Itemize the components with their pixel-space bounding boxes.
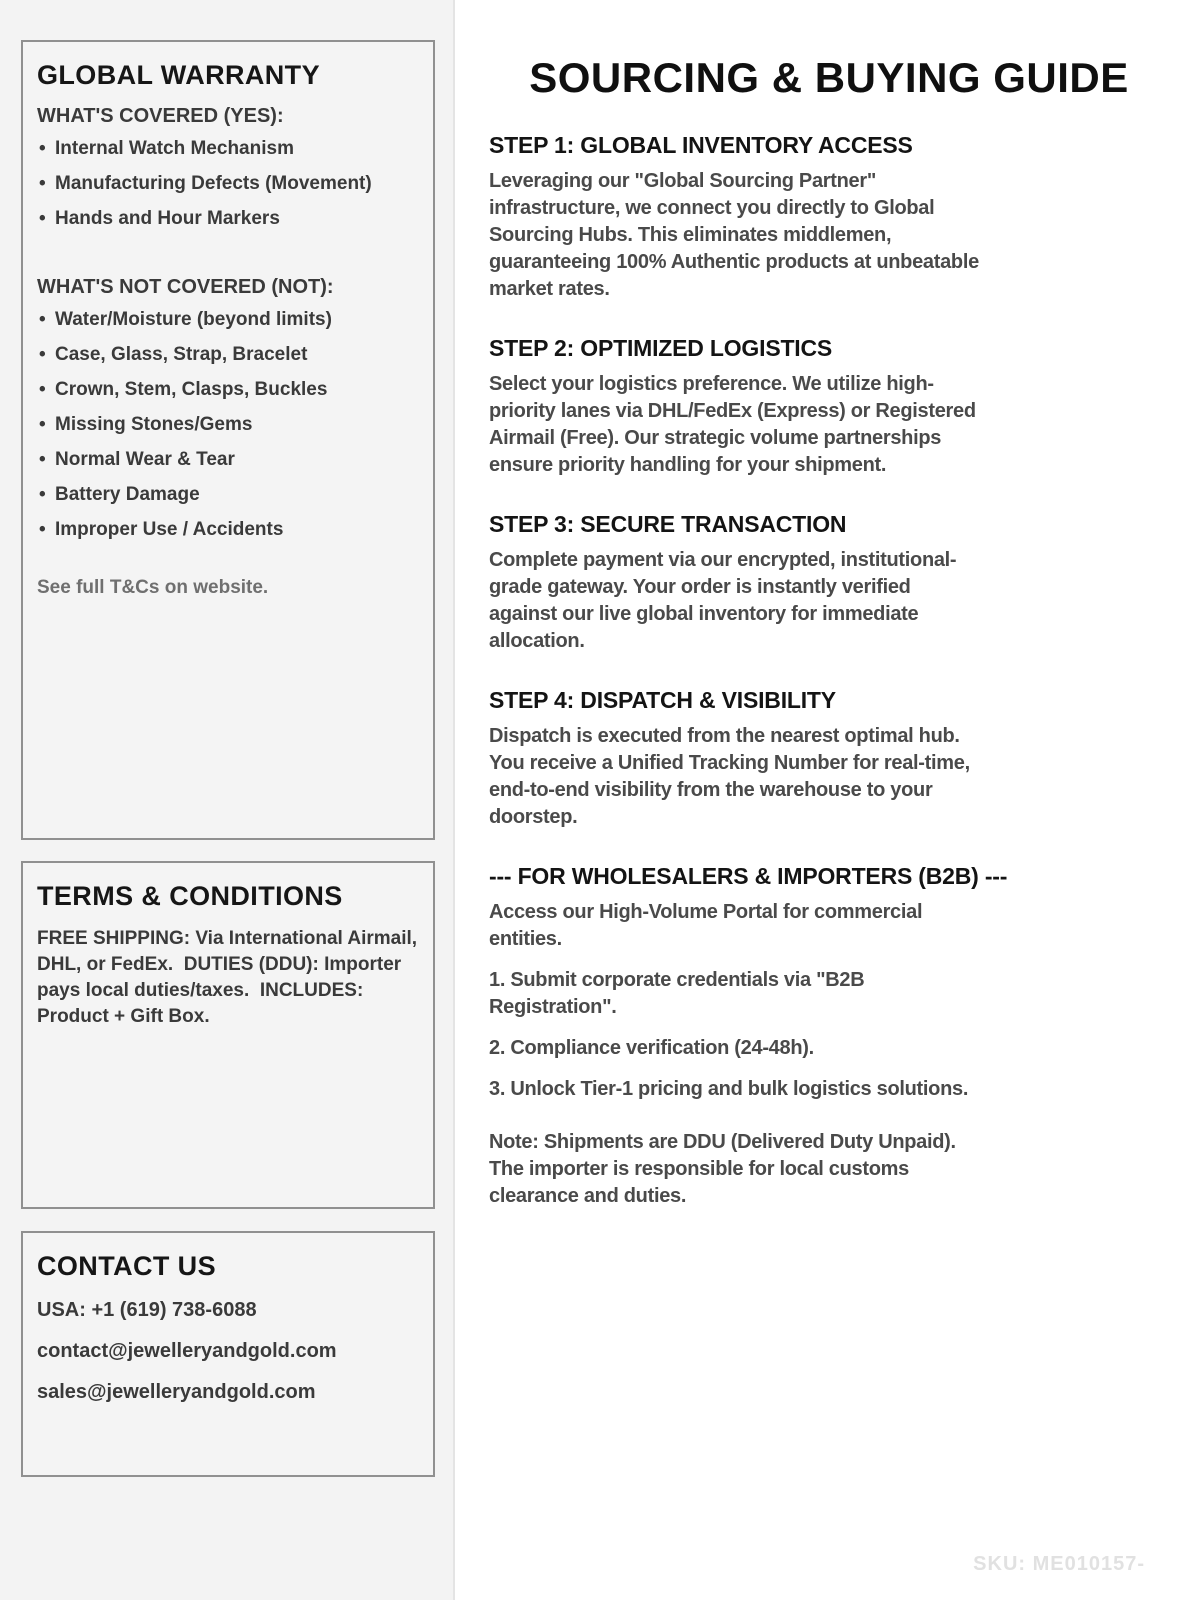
step-1-body: Leveraging our "Global Sourcing Partner" infrastructure, we connect you directly to Global Sourcing Hubs. This eliminates middlemen, guaranteeing 100% Authentic products at unbeatable market rates. bbox=[489, 170, 979, 300]
b2b-step-3: 3. Unlock Tier-1 pricing and bulk logistics solutions. bbox=[489, 1078, 969, 1100]
list-item: • Internal Watch Mechanism bbox=[37, 138, 419, 160]
step-4-body: Dispatch is executed from the nearest optimal hub. You receive a Unified Tracking Number for real-time, end-to-end visibility from the warehouse to your doorstep. bbox=[489, 725, 970, 828]
sku-label: SKU: ME010157- bbox=[973, 1553, 1145, 1575]
warranty-footnote: See full T&Cs on website. bbox=[37, 577, 269, 598]
list-item: • Case, Glass, Strap, Bracelet bbox=[37, 344, 419, 366]
sidebar bbox=[0, 0, 455, 1600]
step-2-heading: STEP 2: OPTIMIZED LOGISTICS bbox=[489, 335, 833, 361]
not-covered-heading: WHAT'S NOT COVERED (NOT): bbox=[37, 276, 334, 298]
list-item: • Battery Damage bbox=[37, 484, 419, 506]
list-item: • Water/Moisture (beyond limits) bbox=[37, 309, 419, 331]
contact-phone: USA: +1 (619) 738-6088 bbox=[37, 1299, 257, 1321]
list-item: • Manufacturing Defects (Movement) bbox=[37, 173, 419, 195]
terms-title: TERMS & CONDITIONS bbox=[37, 881, 343, 911]
b2b-step-1: 1. Submit corporate credentials via "B2B Registration". bbox=[489, 969, 865, 1018]
covered-heading: WHAT'S COVERED (YES): bbox=[37, 105, 284, 127]
b2b-heading: --- FOR WHOLESALERS & IMPORTERS (B2B) --- bbox=[489, 863, 1008, 889]
terms-panel bbox=[21, 861, 435, 1209]
step-2-body: Select your logistics preference. We utilize high-priority lanes via DHL/FedEx (Express) or Registered Airmail (Free). Our strategic volume partnerships ensure priority handling for your shipment. bbox=[489, 373, 976, 476]
terms-body: FREE SHIPPING: Via International Airmail, DHL, or FedEx. DUTIES (DDU): Importer pays local duties/taxes. INCLUDES: Product + Gift Box. bbox=[37, 928, 423, 1027]
step-3-body: Complete payment via our encrypted, institutional-grade gateway. Your order is instantly verified against our live global inventory for immediate allocation. bbox=[489, 549, 957, 652]
contact-email: contact@jewelleryandgold.com bbox=[37, 1340, 337, 1362]
b2b-intro: Access our High-Volume Portal for commercial entities. bbox=[489, 901, 923, 950]
contact-title: CONTACT US bbox=[37, 1251, 216, 1281]
contact-panel bbox=[21, 1231, 435, 1477]
not-covered-list bbox=[37, 309, 419, 541]
list-item: • Missing Stones/Gems bbox=[37, 414, 419, 436]
main-content bbox=[457, 0, 1200, 1600]
list-item: • Hands and Hour Markers bbox=[37, 208, 419, 230]
warranty-title: GLOBAL WARRANTY bbox=[37, 60, 320, 90]
page-title: SOURCING & BUYING GUIDE bbox=[529, 54, 1129, 101]
sales-email: sales@jewelleryandgold.com bbox=[37, 1381, 316, 1403]
list-item: • Normal Wear & Tear bbox=[37, 449, 419, 471]
global-warranty-panel bbox=[21, 40, 435, 840]
b2b-step-2: 2. Compliance verification (24-48h). bbox=[489, 1037, 814, 1059]
step-4-heading: STEP 4: DISPATCH & VISIBILITY bbox=[489, 687, 836, 713]
step-1-heading: STEP 1: GLOBAL INVENTORY ACCESS bbox=[489, 132, 913, 158]
list-item: • Improper Use / Accidents bbox=[37, 519, 419, 541]
step-3-heading: STEP 3: SECURE TRANSACTION bbox=[489, 511, 847, 537]
list-item: • Crown, Stem, Clasps, Buckles bbox=[37, 379, 419, 401]
ddu-note: Note: Shipments are DDU (Delivered Duty Unpaid). The importer is responsible for local customs clearance and duties. bbox=[489, 1131, 956, 1207]
covered-list bbox=[37, 138, 419, 230]
